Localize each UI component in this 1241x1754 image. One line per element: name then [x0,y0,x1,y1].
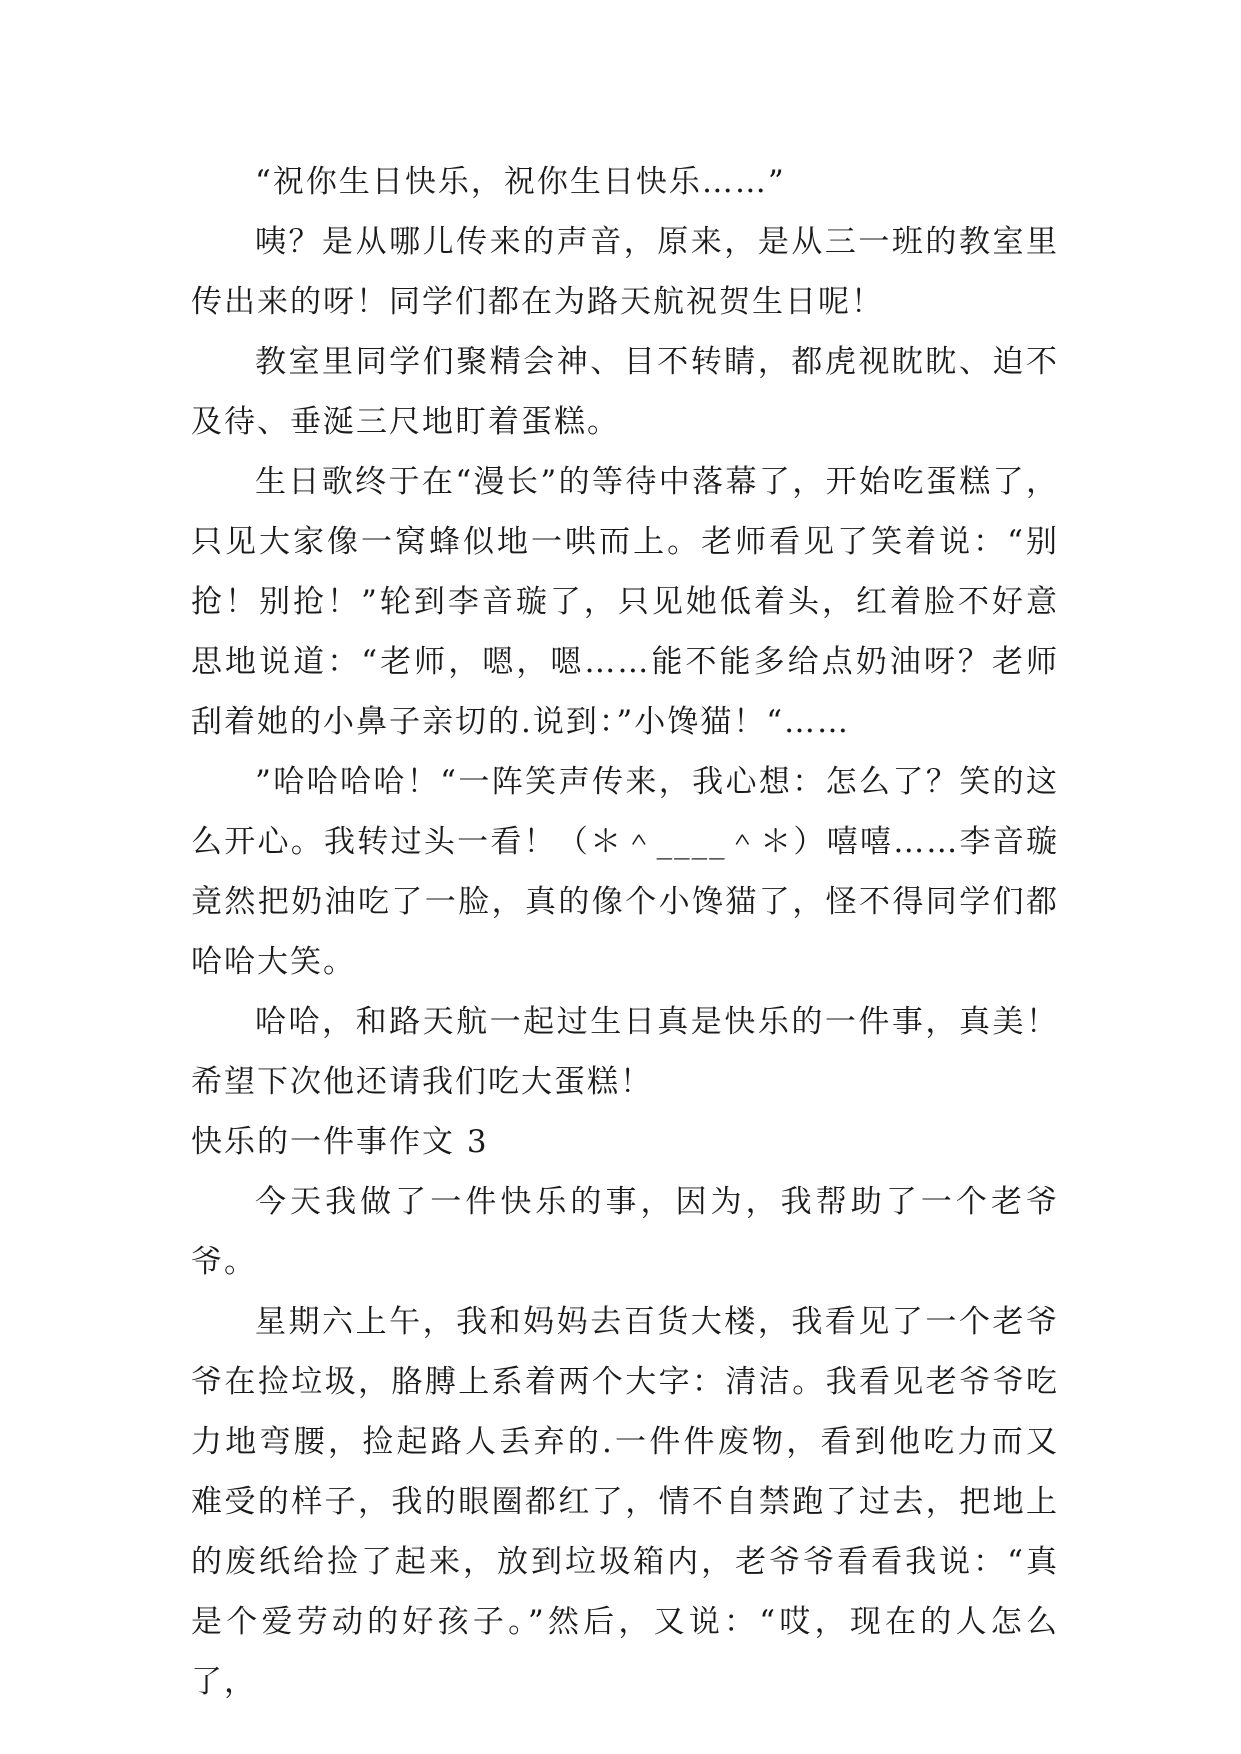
paragraph-conclusion: 哈哈，和路天航一起过生日真是快乐的一件事，真美！希望下次他还请我们吃大蛋糕！ [191,1004,1059,1100]
paragraph-laughter: ”哈哈哈哈！“一阵笑声传来，我心想：怎么了？笑的这么开心。我转过头一看！（＊＾____＾＊）嘻嘻……李音璇竟然把奶油吃了一脸，真的像个小馋猫了，怪不得同学们都哈哈大笑。 [191,764,1059,980]
paragraph-birthday-song: “祝你生日快乐，祝你生日快乐……” [255,164,786,200]
paragraph-where-sound: 咦？是从哪儿传来的声音，原来，是从三一班的教室里传出来的呀！同学们都在为路天航祝贺生日呢！ [191,224,1059,320]
paragraph-saturday: 星期六上午，我和妈妈去百货大楼，我看见了一个老爷爷在捡垃圾，胳膊上系着两个大字：清洁。我看见老爷爷吃力地弯腰，捡起路人丢弃的.一件件废物，看到他吃力而又难受的样子，我的眼圈都红了，情不自禁跑了过去，把地上的废纸给捡了起来，放到垃圾箱内，老爷爷看看我说：“真是个爱劳动的好孩子。”然后，又说：“哎，现在的人怎么了， [191,1304,1059,1700]
paragraph-helped-grandpa: 今天我做了一件快乐的事，因为，我帮助了一个老爷爷。 [191,1184,1059,1280]
paragraph-eat-cake: 生日歌终于在“漫长”的等待中落幕了，开始吃蛋糕了，只见大家像一窝蜂似地一哄而上。老师看见了笑着说：“别抢！别抢！”轮到李音璇了，只见她低着头，红着脸不好意思地说道：“老师，嗯，嗯……能不能多给点奶油呀？老师刮着她的小鼻子亲切的.说到：”小馋猫！“…… [191,464,1059,740]
document-body [191,152,1059,1712]
paragraph-classroom: 教室里同学们聚精会神、目不转睛，都虎视眈眈、迫不及待、垂涎三尺地盯着蛋糕。 [191,344,1059,440]
essay-heading: 快乐的一件事作文 3 [191,1124,489,1160]
